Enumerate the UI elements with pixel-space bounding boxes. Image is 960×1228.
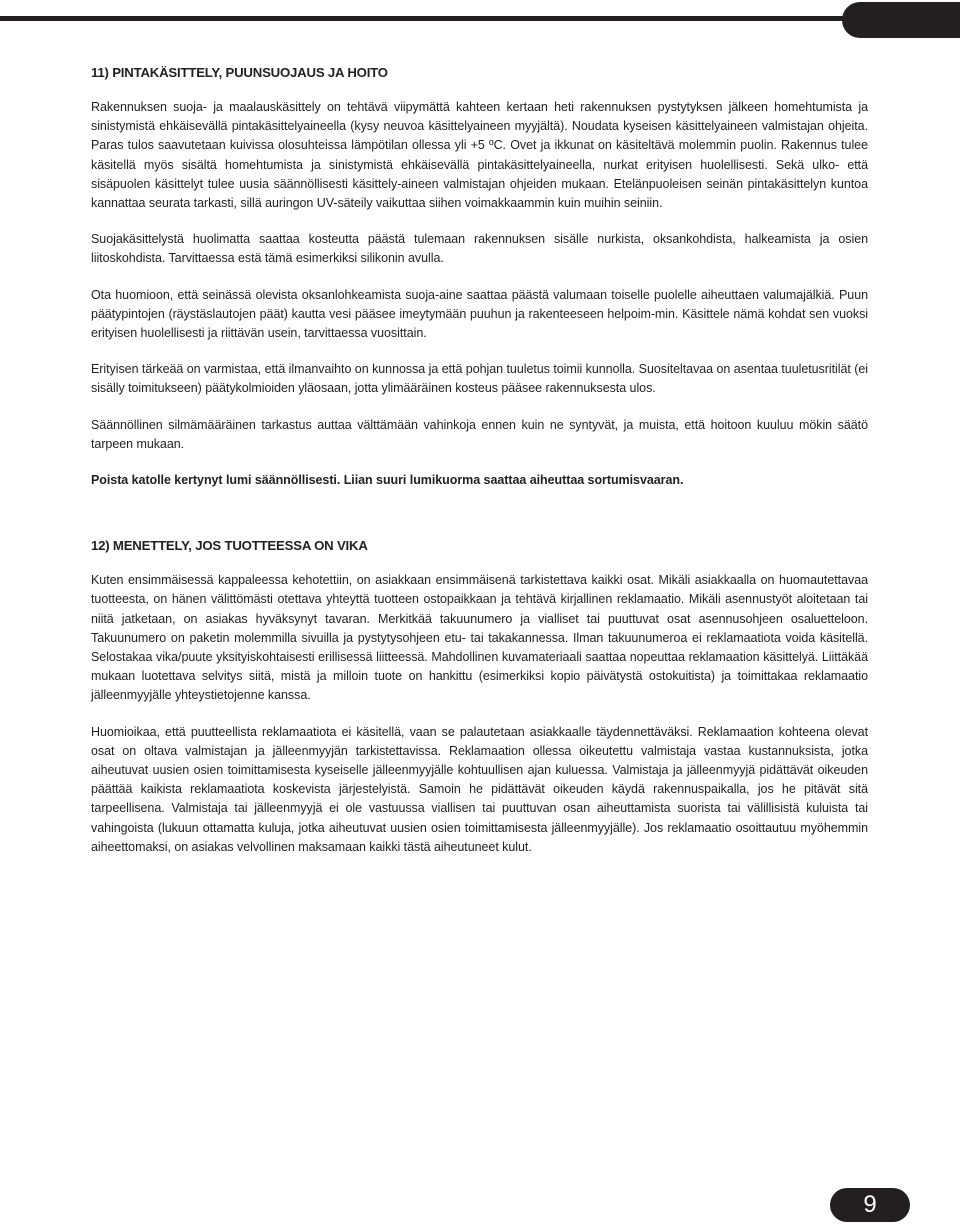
section-11-warning: Poista katolle kertynyt lumi säännöllisesti. Liian suuri lumikuorma saattaa aiheuttaa sortumisvaaran. xyxy=(91,473,684,488)
header-rule xyxy=(0,16,860,21)
header-tab xyxy=(842,2,960,38)
section-11-paragraph-4: Erityisen tärkeää on varmistaa, että ilmanvaihto on kunnossa ja että pohjan tuuletus toimii kunnolla. Suositeltavaa on asentaa tuuletusritilät (ei sisälly toimitukseen) päätykolmioiden yläosaan, jotta ylimääräinen kosteus pääsee rakennuksesta ulos. xyxy=(91,362,868,396)
section-11-paragraph-3: Ota huomioon, että seinässä olevista oksanlohkeamista suoja-aine saattaa päästä valumaan toiselle puolelle aiheuttaen valumajälkiä. Puun päätypintojen (räystäslautojen päät) kautta vesi pääsee imeytymään puuhun ja rakenteeseen helpoim-min. Käsittele nämä kohdat sen vuoksi erityisen huolellisesti ja riittävän usein, tarvittaessa vuosittain. xyxy=(91,287,868,341)
page-number: 9 xyxy=(830,1188,910,1222)
page-content xyxy=(91,63,868,857)
section-12-paragraph-2: Huomioikaa, että puutteellista reklamaatiota ei käsitellä, vaan se palautetaan asiakkaalle täydennettäväksi. Reklamaation kohteena olevat osat on oltava valmistajan ja jälleenmyyjän tarkistettavissa. Reklamaation ollessa oikeutettu valmistaja vastaa kustannuksista, jotka aiheutuvat uusien osien toimittamisesta kyseiselle jälleenmyyjälle kohtuullisen ajan kuluessa. Valmistaja ja jälleenmyyjä pidättävät oikeuden päättää kaikista reklamaatiota koskevista järjestelyistä. Samoin he pidättävät oikeuden käydä rakennuspaikalla, jos he pitävät sitä tarpeellisena. Valmistaja tai jälleenmyyjä ei ole vastuussa viallisen tai puuttuvan osan aiheuttamista suorista tai välillisistä kuluista tai vahingoista (lukuun ottamatta kuluja, jotka aiheutuvat uusien osien toimittamisesta jälleenmyyjälle). Jos reklamaatio osoittautuu myöhemmin aiheettomaksi, on asiakas velvollinen maksamaan kaikki tästä aiheutuneet kulut. xyxy=(91,724,868,854)
section-11-paragraph-2: Suojakäsittelystä huolimatta saattaa kosteutta päästä tulemaan rakennuksen sisälle nurkista, oksankohdista, halkeamista ja osien liitoskohdista. Tarvittaessa estä tämä esimerkiksi silikonin avulla. xyxy=(91,232,868,266)
section-11-paragraph-5: Säännöllinen silmämääräinen tarkastus auttaa välttämään vahinkoja ennen kuin ne syntyvät, ja muista, että hoitoon kuuluu mökin säätö tarpeen mukaan. xyxy=(91,417,868,451)
section-12-paragraph-1: Kuten ensimmäisessä kappaleessa kehotettiin, on asiakkaan ensimmäisenä tarkistettava kaikki osat. Mikäli asiakkaalla on huomautettavaa tuotteesta, on hänen välittömästi otettava yhteyttä tuotteen ostopaikkaan ja tehtävä kirjallinen reklamaatio. Mikäli asennustyöt aloitetaan tai niitä jatketaan, on asiakas hyväksynyt tavaran. Merkitkää takuunumero ja vialliset tai puuttuvat osat asennusohjeen osaluetteloon. Takuunumero on paketin molemmilla sivuilla ja pystytysohjeen etu- tai takakannessa. Ilman takuunumeroa ei reklamaatiota voida käsitellä. Selostakaa vika/puute yksityiskohtaisesti erillisessä liitteessä. Mahdollinen kuvamateriaali saattaa nopeuttaa reklamaation käsittelyä. Liittäkää mukaan luotettava selvitys siitä, mistä ja milloin tuote on hankittu (esimerkiksi kopio päivätystä ostokuitista) ja toimittakaa reklamaatio jälleenmyyjälle yhteystietojenne kanssa. xyxy=(91,573,868,703)
section-12-heading: 12) MENETTELY, JOS TUOTTEESSA ON VIKA xyxy=(91,538,368,554)
section-11-heading: 11) PINTAKÄSITTELY, PUUNSUOJAUS JA HOITO xyxy=(91,65,388,80)
section-11-paragraph-1: Rakennuksen suoja- ja maalauskäsittely on tehtävä viipymättä kahteen kertaan heti rakennuksen pystytyksen jälkeen homehtumista ja sinistymistä ehkäisevällä pintakäsittelyaineella (kysy neuvoa käsittelyaineen myyjältä). Noudata kyseisen käsittelyaineen valmistajan ohjeita. Paras tulos saavutetaan kuivissa olosuhteissa lämpötilan ollessa yli +5 ºC. Ovet ja ikkunat on käsiteltävä molemmin puolin. Rakennus tulee käsitellä myös sisältä homehtumista ja sinistymistä ehkäisevällä pintakäsittelyaineella, nurkat erityisen huolellisesti. Sekä ulko- että sisäpuolen käsittelyt tulee uusia säännöllisesti käsittely-aineen valmistajan ohjeiden mukaan. Etelänpuoleisen seinän pintakäsittelyn kuntoa kannattaa seurata tarkasti, sillä auringon UV-säteily vaikuttaa siihen voimakkaammin kuin muihin seiniin. xyxy=(91,100,868,211)
